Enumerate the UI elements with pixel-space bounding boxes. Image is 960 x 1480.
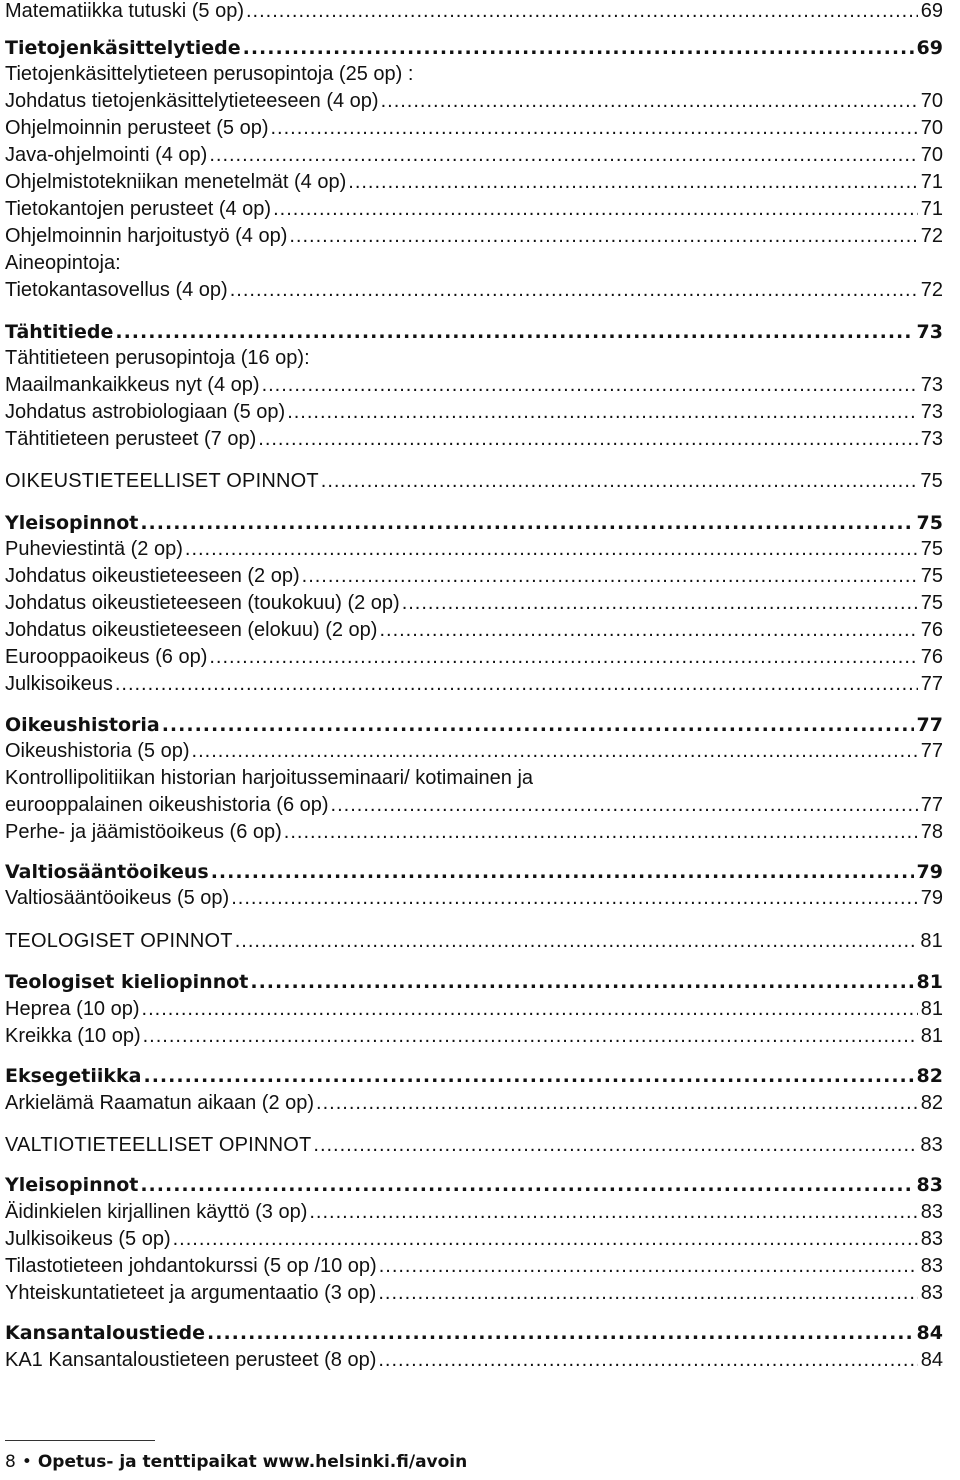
toc-entry-title: Yleisopinnot: [5, 1174, 139, 1196]
dot-leader: [378, 1280, 917, 1307]
toc-entry-title: Eurooppaoikeus (6 op): [5, 646, 208, 668]
toc-entry-title: Johdatus astrobiologiaan (5 op): [5, 401, 286, 423]
toc-entry-title: Kontrollipolitiikan historian harjoitusseminaari/ kotimainen ja: [5, 767, 534, 789]
toc-entry-title: Tietokantasovellus (4 op): [5, 279, 228, 301]
toc-entry: [5, 671, 943, 698]
toc-entry: [5, 277, 943, 304]
footer-bullet: •: [21, 1452, 32, 1472]
toc-entry: [5, 885, 943, 912]
toc-entry: [5, 223, 943, 250]
toc-entry-title: Tähtitiede: [5, 321, 114, 343]
toc-page-number: 79: [920, 887, 943, 909]
toc-entry-title: Johdatus oikeustieteeseen (elokuu) (2 op): [5, 619, 378, 641]
toc-entry-title: Valtiosääntöoikeus: [5, 861, 209, 883]
dot-leader: [173, 1226, 918, 1253]
toc-entry: [5, 1023, 943, 1050]
toc-section-heading: [5, 859, 943, 886]
footer-divider: [5, 1440, 155, 1441]
toc-entry: [5, 536, 943, 563]
toc-entry: [5, 590, 943, 617]
toc-entry: [5, 644, 943, 671]
dot-leader: [143, 1023, 918, 1050]
toc-section-heading: [5, 319, 943, 346]
dot-leader: [140, 1172, 913, 1199]
toc-subheading: [5, 765, 943, 792]
toc-page-number: 77: [916, 714, 943, 736]
dot-leader: [250, 969, 913, 996]
toc-page-number: 83: [920, 1282, 943, 1304]
toc-page-number: 75: [916, 512, 943, 534]
toc-entry-title: Kreikka (10 op): [5, 1025, 141, 1047]
toc-entry: [5, 1253, 943, 1280]
toc-page-number: 71: [920, 171, 943, 193]
toc-entry: [5, 792, 943, 819]
dot-leader: [379, 1253, 918, 1280]
toc-entry-title: Julkisoikeus: [5, 673, 113, 695]
toc-page-number: 76: [920, 646, 943, 668]
dot-leader: [313, 1132, 917, 1159]
dot-leader: [287, 399, 918, 426]
toc-entry-title: Heprea (10 op): [5, 998, 140, 1020]
toc-entry: [5, 738, 943, 765]
toc-entry: [5, 0, 943, 25]
dot-leader: [211, 859, 914, 886]
dot-leader: [144, 1063, 914, 1090]
toc-entry: [5, 196, 943, 223]
toc-entry-title: Tietojenkäsittelytieteen perusopintoja (25 op) :: [5, 63, 414, 85]
toc-entry-title: Valtiosääntöoikeus (5 op): [5, 887, 230, 909]
toc-page-number: 70: [920, 144, 943, 166]
dot-leader: [258, 426, 917, 453]
toc-entry: [5, 372, 943, 399]
dot-leader: [331, 792, 918, 819]
toc-entry-title: eurooppalainen oikeushistoria (6 op): [5, 794, 329, 816]
toc-entry-title: Yleisopinnot: [5, 512, 139, 534]
toc-page-number: 83: [916, 1174, 943, 1196]
toc-page-number: 82: [920, 1092, 943, 1114]
toc-entry-title: Perhe- ja jäämistöoikeus (6 op): [5, 821, 282, 843]
toc-subheading: [5, 250, 943, 277]
dot-leader: [270, 115, 917, 142]
toc-section-heading: [5, 510, 943, 537]
toc-page-number: 71: [920, 198, 943, 220]
toc-page-number: 81: [920, 998, 943, 1020]
dot-leader: [115, 671, 918, 698]
dot-leader: [235, 928, 918, 955]
toc-page-number: 77: [920, 794, 943, 816]
toc-page-number: 73: [920, 428, 943, 450]
toc-section-heading: [5, 1063, 943, 1090]
dot-leader: [162, 712, 914, 739]
toc-page-number: 75: [920, 592, 943, 614]
dot-leader: [284, 819, 918, 846]
dot-leader: [402, 590, 918, 617]
toc-entry-title: Tähtitieteen perusopintoja (16 op):: [5, 347, 310, 369]
toc-entry-title: Johdatus oikeustieteeseen (toukokuu) (2 op): [5, 592, 400, 614]
toc-page-number: 77: [920, 673, 943, 695]
toc-entry-title: Yhteiskuntatieteet ja argumentaatio (3 op): [5, 1282, 377, 1304]
footer-page-number: 8: [5, 1452, 16, 1472]
toc-page-number: 84: [916, 1322, 943, 1344]
toc-page-number: 76: [920, 619, 943, 641]
toc-subheading: [5, 61, 943, 88]
toc-major-heading: [5, 1132, 943, 1159]
toc-section-heading: [5, 712, 943, 739]
toc-entry-title: Maailmankaikkeus nyt (4 op): [5, 374, 260, 396]
toc-entry-title: Ohjelmoinnin harjoitustyö (4 op): [5, 225, 288, 247]
toc-entry-title: Ohjelmistotekniikan menetelmät (4 op): [5, 171, 347, 193]
toc-entry-title: Teologiset kieliopinnot: [5, 971, 249, 993]
dot-leader: [379, 617, 917, 644]
dot-leader: [309, 1199, 917, 1226]
toc-page-number: 73: [920, 401, 943, 423]
dot-leader: [302, 563, 918, 590]
dot-leader: [246, 0, 918, 25]
toc-page-number: 75: [920, 565, 943, 587]
toc-page-number: 73: [920, 374, 943, 396]
toc-entry-title: TEOLOGISET OPINNOT: [5, 930, 233, 952]
toc-entry-title: Java-ohjelmointi (4 op): [5, 144, 208, 166]
toc-entry: [5, 1199, 943, 1226]
toc-entry-title: Oikeushistoria (5 op): [5, 740, 190, 762]
dot-leader: [209, 644, 917, 671]
toc-page-number: 78: [920, 821, 943, 843]
toc-section-heading: [5, 35, 943, 62]
toc-entry-title: Arkielämä Raamatun aikaan (2 op): [5, 1092, 315, 1114]
toc-page-number: 69: [916, 37, 943, 59]
toc-entry-title: Tilastotieteen johdantokurssi (5 op /10 op): [5, 1255, 377, 1277]
toc-page-number: 81: [920, 1025, 943, 1047]
dot-leader: [348, 169, 917, 196]
dot-leader: [115, 319, 913, 346]
toc-entry: [5, 819, 943, 846]
toc-entry-title: Tietokantojen perusteet (4 op): [5, 198, 272, 220]
toc-entry-title: Oikeushistoria: [5, 714, 160, 736]
toc-entry-title: Tähtitieteen perusteet (7 op): [5, 428, 257, 450]
dot-leader: [185, 536, 918, 563]
toc-entry: [5, 169, 943, 196]
dot-leader: [230, 277, 918, 304]
toc-page-number: 81: [920, 930, 943, 952]
toc-entry: [5, 115, 943, 142]
toc-entry-title: Tietojenkäsittelytiede: [5, 37, 241, 59]
toc-page-number: 83: [920, 1228, 943, 1250]
toc-entry: [5, 142, 943, 169]
toc-page-number: 84: [920, 1349, 943, 1371]
toc-section-heading: [5, 969, 943, 996]
toc-page-number: 83: [920, 1134, 943, 1156]
dot-leader: [316, 1090, 918, 1117]
page-footer: [5, 1452, 467, 1472]
dot-leader: [192, 738, 918, 765]
toc-entry-title: OIKEUSTIETEELLISET OPINNOT: [5, 470, 319, 492]
toc-entry: [5, 563, 943, 590]
toc-page-number: 77: [920, 740, 943, 762]
toc-entry-title: KA1 Kansantaloustieteen perusteet (8 op): [5, 1349, 377, 1371]
toc-entry: [5, 426, 943, 453]
toc-entry: [5, 88, 943, 115]
toc-page-number: 83: [920, 1255, 943, 1277]
dot-leader: [142, 996, 918, 1023]
toc-entry-title: Äidinkielen kirjallinen käyttö (3 op): [5, 1201, 308, 1223]
toc-page-number: 82: [916, 1065, 943, 1087]
dot-leader: [140, 510, 913, 537]
dot-leader: [321, 468, 918, 495]
toc-section-heading: [5, 1320, 943, 1347]
toc-entry-title: Johdatus oikeustieteeseen (2 op): [5, 565, 300, 587]
toc-major-heading: [5, 468, 943, 495]
toc-section-heading: [5, 1172, 943, 1199]
toc-entry: [5, 399, 943, 426]
toc-entry: [5, 1347, 943, 1374]
toc-page-number: 81: [916, 971, 943, 993]
toc-page-number: 75: [920, 538, 943, 560]
toc-page-number: 70: [920, 90, 943, 112]
toc-page-number: 72: [920, 225, 943, 247]
toc-entry-title: Aineopintoja:: [5, 252, 121, 274]
toc-entry: [5, 1090, 943, 1117]
toc-page-number: 83: [920, 1201, 943, 1223]
footer-text: Opetus- ja tenttipaikat www.helsinki.fi/avoin: [37, 1452, 468, 1472]
dot-leader: [207, 1320, 914, 1347]
toc-page-number: 75: [920, 470, 943, 492]
toc-entry: [5, 1226, 943, 1253]
toc-entry: [5, 617, 943, 644]
toc-page-number: 69: [920, 0, 943, 22]
toc-entry-title: Julkisoikeus (5 op): [5, 1228, 171, 1250]
dot-leader: [273, 196, 918, 223]
dot-leader: [289, 223, 917, 250]
toc-entry: [5, 1280, 943, 1307]
toc-entry-title: Kansantaloustiede: [5, 1322, 206, 1344]
toc-page-number: 72: [920, 279, 943, 301]
dot-leader: [231, 885, 918, 912]
toc-entry-title: Johdatus tietojenkäsittelytieteeseen (4 op): [5, 90, 379, 112]
toc-major-heading: [5, 928, 943, 955]
dot-leader: [262, 372, 918, 399]
dot-leader: [378, 1347, 917, 1374]
toc-page-number: 70: [920, 117, 943, 139]
toc-subheading: [5, 345, 943, 372]
toc-entry-title: Puheviestintä (2 op): [5, 538, 183, 560]
toc-page-number: 73: [916, 321, 943, 343]
toc-page-number: 79: [916, 861, 943, 883]
toc-entry-title: Matematiikka tutuski (5 op): [5, 0, 244, 22]
toc-entry: [5, 996, 943, 1023]
dot-leader: [209, 142, 917, 169]
dot-leader: [381, 88, 918, 115]
dot-leader: [243, 35, 914, 62]
toc-entry-title: Ohjelmoinnin perusteet (5 op): [5, 117, 269, 139]
toc-entry-title: Eksegetiikka: [5, 1065, 142, 1087]
toc-entry-title: VALTIOTIETEELLISET OPINNOT: [5, 1134, 312, 1156]
